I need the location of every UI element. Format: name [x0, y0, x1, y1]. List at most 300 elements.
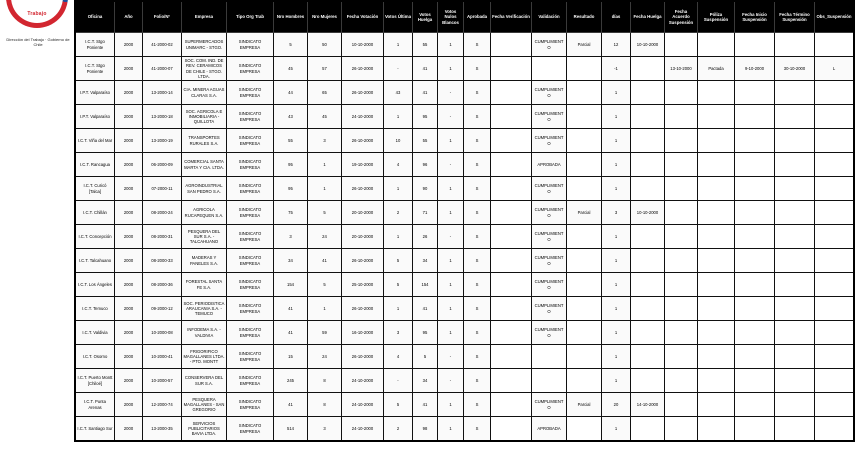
- table-cell[interactable]: [665, 225, 698, 249]
- table-cell[interactable]: -: [438, 81, 464, 105]
- table-cell[interactable]: [735, 369, 775, 393]
- table-cell[interactable]: [631, 105, 665, 129]
- table-cell[interactable]: Pactada: [698, 57, 735, 81]
- table-cell[interactable]: 1: [438, 393, 464, 417]
- table-cell[interactable]: [631, 129, 665, 153]
- table-cell[interactable]: SINDICATO EMPRESA: [227, 417, 274, 442]
- table-cell[interactable]: 41: [274, 321, 308, 345]
- table-cell[interactable]: -: [438, 225, 464, 249]
- table-cell[interactable]: [735, 153, 775, 177]
- header-cell[interactable]: Fecha Inicio Suspensión: [735, 1, 775, 33]
- table-cell[interactable]: [665, 33, 698, 57]
- table-cell[interactable]: [665, 297, 698, 321]
- table-cell[interactable]: Parcial: [567, 33, 602, 57]
- table-cell[interactable]: [567, 369, 602, 393]
- table-cell[interactable]: 13-2000-14: [143, 81, 182, 105]
- table-cell[interactable]: 43: [384, 81, 413, 105]
- table-cell[interactable]: 34: [274, 249, 308, 273]
- table-cell[interactable]: 41: [274, 393, 308, 417]
- table-cell[interactable]: [567, 177, 602, 201]
- table-cell[interactable]: [815, 33, 855, 57]
- table-cell[interactable]: 2000: [115, 369, 143, 393]
- table-cell[interactable]: I.C.T. Los Ángeles: [75, 273, 115, 297]
- table-cell[interactable]: 14-10-2000: [631, 393, 665, 417]
- table-cell[interactable]: [491, 57, 532, 81]
- table-cell[interactable]: [491, 201, 532, 225]
- table-cell[interactable]: CUMPLIMIENTO: [532, 33, 567, 57]
- table-cell[interactable]: [631, 81, 665, 105]
- table-cell[interactable]: 1: [602, 105, 631, 129]
- table-cell[interactable]: 41-2000-07: [143, 57, 182, 81]
- table-cell[interactable]: [698, 33, 735, 57]
- table-cell[interactable]: FORESTAL SANTA FE S.A.: [182, 273, 227, 297]
- table-cell[interactable]: 2000: [115, 153, 143, 177]
- table-cell[interactable]: CUMPLIMIENTO: [532, 225, 567, 249]
- table-cell[interactable]: SINDICATO EMPRESA: [227, 129, 274, 153]
- table-cell[interactable]: 75: [274, 201, 308, 225]
- table-cell[interactable]: MADERAS Y PANELES S.A.: [182, 249, 227, 273]
- table-cell[interactable]: [815, 297, 855, 321]
- table-cell[interactable]: [665, 201, 698, 225]
- table-cell[interactable]: 95: [274, 153, 308, 177]
- table-cell[interactable]: 55: [274, 129, 308, 153]
- table-cell[interactable]: 1: [384, 297, 413, 321]
- table-cell[interactable]: APROBADA: [532, 153, 567, 177]
- table-cell[interactable]: [491, 225, 532, 249]
- table-cell[interactable]: PESQUERA MAGALLANES - SAN GREGORIO: [182, 393, 227, 417]
- table-cell[interactable]: S: [464, 33, 491, 57]
- table-cell[interactable]: SUPERMERCADOS UNIMARC - STGO.: [182, 33, 227, 57]
- table-cell[interactable]: [491, 369, 532, 393]
- table-cell[interactable]: 3: [384, 321, 413, 345]
- table-cell[interactable]: 45: [308, 105, 342, 129]
- table-cell[interactable]: 08-2000-31: [143, 225, 182, 249]
- table-cell[interactable]: [775, 321, 815, 345]
- table-cell[interactable]: 1: [602, 297, 631, 321]
- header-cell[interactable]: Votos Nulos Blancos: [438, 1, 464, 33]
- table-cell[interactable]: 3: [274, 225, 308, 249]
- table-cell[interactable]: I.C.T. Santiago Sur: [75, 417, 115, 442]
- table-cell[interactable]: 13-2000-35: [143, 417, 182, 442]
- table-cell[interactable]: 2: [384, 417, 413, 442]
- table-cell[interactable]: [735, 225, 775, 249]
- table-cell[interactable]: [698, 201, 735, 225]
- table-cell[interactable]: FRIGORIFICO MAGALLANES LTDA. - PTO. MONTT: [182, 345, 227, 369]
- table-cell[interactable]: 26-10-2000: [342, 297, 384, 321]
- table-cell[interactable]: I.C.T. Viña del Mar: [75, 129, 115, 153]
- table-cell[interactable]: 3: [308, 417, 342, 442]
- header-cell[interactable]: Validación: [532, 1, 567, 33]
- table-cell[interactable]: [815, 273, 855, 297]
- table-cell[interactable]: [665, 249, 698, 273]
- table-cell[interactable]: 71: [413, 201, 438, 225]
- table-cell[interactable]: 8: [308, 393, 342, 417]
- table-cell[interactable]: 41: [413, 81, 438, 105]
- table-cell[interactable]: [665, 369, 698, 393]
- table-cell[interactable]: [665, 81, 698, 105]
- table-cell[interactable]: [735, 273, 775, 297]
- table-cell[interactable]: [665, 345, 698, 369]
- table-cell[interactable]: [815, 393, 855, 417]
- table-cell[interactable]: [567, 57, 602, 81]
- table-cell[interactable]: [665, 105, 698, 129]
- header-cell[interactable]: Nro Mujeres: [308, 1, 342, 33]
- table-cell[interactable]: [775, 33, 815, 57]
- table-cell[interactable]: [775, 273, 815, 297]
- table-cell[interactable]: [775, 417, 815, 442]
- table-cell[interactable]: S: [464, 393, 491, 417]
- table-cell[interactable]: [698, 105, 735, 129]
- table-cell[interactable]: [698, 297, 735, 321]
- table-cell[interactable]: 20-10-2000: [342, 201, 384, 225]
- table-cell[interactable]: 2000: [115, 201, 143, 225]
- table-cell[interactable]: 41: [413, 57, 438, 81]
- table-cell[interactable]: CUMPLIMIENTO: [532, 201, 567, 225]
- table-cell[interactable]: S: [464, 153, 491, 177]
- table-cell[interactable]: [735, 321, 775, 345]
- table-cell[interactable]: 65: [308, 81, 342, 105]
- table-cell[interactable]: [631, 369, 665, 393]
- table-cell[interactable]: 06-2000-09: [143, 153, 182, 177]
- table-cell[interactable]: 24: [308, 225, 342, 249]
- table-cell[interactable]: 26-10-2000: [342, 57, 384, 81]
- table-cell[interactable]: 2000: [115, 177, 143, 201]
- header-cell[interactable]: Póliza Suspensión: [698, 1, 735, 33]
- table-cell[interactable]: [665, 129, 698, 153]
- table-cell[interactable]: S: [464, 57, 491, 81]
- table-cell[interactable]: -: [438, 369, 464, 393]
- table-cell[interactable]: SINDICATO EMPRESA: [227, 273, 274, 297]
- table-cell[interactable]: 1: [602, 153, 631, 177]
- table-cell[interactable]: [698, 273, 735, 297]
- table-cell[interactable]: [567, 345, 602, 369]
- table-cell[interactable]: 1: [438, 129, 464, 153]
- table-cell[interactable]: [698, 417, 735, 442]
- table-cell[interactable]: 50: [308, 33, 342, 57]
- table-cell[interactable]: 10-2000-08: [143, 321, 182, 345]
- table-cell[interactable]: [775, 81, 815, 105]
- table-cell[interactable]: 08-2000-24: [143, 201, 182, 225]
- table-cell[interactable]: [491, 297, 532, 321]
- table-cell[interactable]: 10-10-2000: [631, 33, 665, 57]
- table-cell[interactable]: [815, 249, 855, 273]
- table-cell[interactable]: [631, 345, 665, 369]
- table-cell[interactable]: S: [464, 369, 491, 393]
- table-cell[interactable]: [631, 417, 665, 442]
- table-cell[interactable]: 2000: [115, 273, 143, 297]
- table-cell[interactable]: [698, 369, 735, 393]
- table-cell[interactable]: 26: [413, 225, 438, 249]
- table-cell[interactable]: SINDICATO EMPRESA: [227, 57, 274, 81]
- table-cell[interactable]: I.C.T. Concepción: [75, 225, 115, 249]
- table-cell[interactable]: 1: [438, 321, 464, 345]
- table-cell[interactable]: [815, 201, 855, 225]
- table-cell[interactable]: [567, 225, 602, 249]
- table-cell[interactable]: 13-2000-19: [143, 129, 182, 153]
- table-cell[interactable]: SINDICATO EMPRESA: [227, 225, 274, 249]
- table-cell[interactable]: S: [464, 249, 491, 273]
- table-cell[interactable]: [567, 417, 602, 442]
- table-cell[interactable]: [532, 345, 567, 369]
- table-cell[interactable]: 1: [308, 153, 342, 177]
- table-cell[interactable]: Parcial: [567, 201, 602, 225]
- table-cell[interactable]: [775, 393, 815, 417]
- table-cell[interactable]: [775, 153, 815, 177]
- table-cell[interactable]: [491, 273, 532, 297]
- table-cell[interactable]: 26-10-2000: [342, 345, 384, 369]
- table-cell[interactable]: [532, 369, 567, 393]
- table-cell[interactable]: S: [464, 297, 491, 321]
- table-cell[interactable]: CUMPLIMIENTO: [532, 297, 567, 321]
- table-cell[interactable]: I.C.T. Rancagua: [75, 153, 115, 177]
- table-cell[interactable]: [491, 129, 532, 153]
- table-cell[interactable]: [815, 153, 855, 177]
- table-cell[interactable]: 1: [308, 177, 342, 201]
- table-cell[interactable]: S: [464, 225, 491, 249]
- table-cell[interactable]: 98: [413, 417, 438, 442]
- table-cell[interactable]: CUMPLIMIENTO: [532, 273, 567, 297]
- table-cell[interactable]: [665, 417, 698, 442]
- table-cell[interactable]: 30-10-2000: [775, 57, 815, 81]
- table-cell[interactable]: 5: [308, 273, 342, 297]
- table-cell[interactable]: S: [464, 321, 491, 345]
- table-cell[interactable]: 95: [413, 321, 438, 345]
- table-cell[interactable]: 26-10-2000: [342, 249, 384, 273]
- table-cell[interactable]: 16-10-2000: [342, 321, 384, 345]
- table-cell[interactable]: 5: [413, 345, 438, 369]
- table-cell[interactable]: I.C.T. Stgo Poniente: [75, 57, 115, 81]
- header-cell[interactable]: Año: [115, 1, 143, 33]
- table-cell[interactable]: [698, 129, 735, 153]
- table-cell[interactable]: [735, 297, 775, 321]
- table-cell[interactable]: [775, 177, 815, 201]
- table-cell[interactable]: 19-10-2000: [342, 153, 384, 177]
- table-cell[interactable]: SINDICATO EMPRESA: [227, 105, 274, 129]
- table-cell[interactable]: 2000: [115, 105, 143, 129]
- table-cell[interactable]: [631, 153, 665, 177]
- table-cell[interactable]: 1: [602, 369, 631, 393]
- table-cell[interactable]: 5: [308, 201, 342, 225]
- table-cell[interactable]: I.P.T. Valparaíso: [75, 105, 115, 129]
- table-cell[interactable]: CUMPLIMIENTO: [532, 105, 567, 129]
- table-cell[interactable]: 1: [384, 225, 413, 249]
- table-cell[interactable]: [567, 153, 602, 177]
- table-cell[interactable]: [698, 153, 735, 177]
- table-cell[interactable]: 95: [413, 105, 438, 129]
- table-cell[interactable]: [631, 177, 665, 201]
- table-cell[interactable]: [815, 81, 855, 105]
- table-cell[interactable]: S: [464, 177, 491, 201]
- header-cell[interactable]: Fecha Votación: [342, 1, 384, 33]
- table-cell[interactable]: 1: [602, 129, 631, 153]
- table-cell[interactable]: [815, 321, 855, 345]
- table-cell[interactable]: Parcial: [567, 393, 602, 417]
- table-cell[interactable]: [665, 321, 698, 345]
- table-cell[interactable]: [532, 57, 567, 81]
- table-cell[interactable]: 2000: [115, 225, 143, 249]
- table-cell[interactable]: 5: [384, 249, 413, 273]
- table-cell[interactable]: S: [464, 129, 491, 153]
- table-cell[interactable]: [815, 105, 855, 129]
- table-cell[interactable]: [567, 129, 602, 153]
- table-cell[interactable]: [775, 369, 815, 393]
- table-cell[interactable]: I.C.T. Puerto Montt [Chiloé]: [75, 369, 115, 393]
- table-cell[interactable]: 2000: [115, 129, 143, 153]
- table-cell[interactable]: -1: [602, 57, 631, 81]
- header-cell[interactable]: Obs_Suspensión: [815, 1, 855, 33]
- table-cell[interactable]: 15: [274, 345, 308, 369]
- table-cell[interactable]: I.C.T. Chillán: [75, 201, 115, 225]
- table-cell[interactable]: 9-10-2000: [735, 57, 775, 81]
- table-cell[interactable]: [698, 393, 735, 417]
- table-cell[interactable]: [631, 225, 665, 249]
- table-cell[interactable]: COMERCIAL SANTA MARTA Y CIA. LTDA.: [182, 153, 227, 177]
- table-cell[interactable]: 5: [384, 273, 413, 297]
- header-cell[interactable]: Fecha Huelga: [631, 1, 665, 33]
- table-cell[interactable]: [735, 345, 775, 369]
- table-cell[interactable]: 13-10-2000: [665, 57, 698, 81]
- table-cell[interactable]: 24-10-2000: [342, 393, 384, 417]
- table-cell[interactable]: SINDICATO EMPRESA: [227, 153, 274, 177]
- table-cell[interactable]: 2000: [115, 81, 143, 105]
- table-cell[interactable]: 26-10-2000: [342, 177, 384, 201]
- table-cell[interactable]: [735, 105, 775, 129]
- table-cell[interactable]: -: [384, 369, 413, 393]
- table-cell[interactable]: TRANSPORTES RURALES S.A.: [182, 129, 227, 153]
- table-cell[interactable]: [775, 129, 815, 153]
- table-cell[interactable]: 90: [413, 177, 438, 201]
- table-cell[interactable]: S: [464, 81, 491, 105]
- table-cell[interactable]: I.C.T. Osorno: [75, 345, 115, 369]
- table-cell[interactable]: 57: [308, 57, 342, 81]
- header-cell[interactable]: Resultado: [567, 1, 602, 33]
- table-cell[interactable]: [631, 57, 665, 81]
- table-cell[interactable]: 24-10-2000: [342, 105, 384, 129]
- table-cell[interactable]: [665, 273, 698, 297]
- table-cell[interactable]: SOC. PERIODISTICA ARAUCANIA S.A. - TEMUCO: [182, 297, 227, 321]
- header-cell[interactable]: Fecha Acuerdo Suspensión: [665, 1, 698, 33]
- table-cell[interactable]: 12: [602, 33, 631, 57]
- header-cell[interactable]: Fecha Término Suspensión: [775, 1, 815, 33]
- table-cell[interactable]: APROBADA: [532, 417, 567, 442]
- table-cell[interactable]: 2000: [115, 417, 143, 442]
- table-cell[interactable]: [815, 417, 855, 442]
- table-cell[interactable]: CUMPLIMIENTO: [532, 321, 567, 345]
- table-cell[interactable]: 07-2000-11: [143, 177, 182, 201]
- table-cell[interactable]: [815, 129, 855, 153]
- table-cell[interactable]: CUMPLIMIENTO: [532, 393, 567, 417]
- header-cell[interactable]: Nro Hombres: [274, 1, 308, 33]
- header-cell[interactable]: Folio/N°: [143, 1, 182, 33]
- table-cell[interactable]: [567, 249, 602, 273]
- header-cell[interactable]: Votos Última: [384, 1, 413, 33]
- table-cell[interactable]: INFODEMA S.A. - VALDIVIA: [182, 321, 227, 345]
- table-cell[interactable]: -: [438, 105, 464, 129]
- table-cell[interactable]: [775, 297, 815, 321]
- table-cell[interactable]: 08-2000-36: [143, 273, 182, 297]
- table-cell[interactable]: 43: [274, 105, 308, 129]
- table-cell[interactable]: 154: [413, 273, 438, 297]
- table-cell[interactable]: [735, 249, 775, 273]
- header-cell[interactable]: días: [602, 1, 631, 33]
- table-cell[interactable]: SOC. AGRICOLA E INMOBILIARIA - QUILLOTA: [182, 105, 227, 129]
- table-cell[interactable]: 3: [602, 201, 631, 225]
- table-cell[interactable]: 1: [384, 33, 413, 57]
- table-cell[interactable]: [631, 321, 665, 345]
- table-cell[interactable]: I.C.T. Stgo Poniente: [75, 33, 115, 57]
- table-cell[interactable]: [567, 105, 602, 129]
- table-cell[interactable]: [491, 153, 532, 177]
- table-cell[interactable]: 1: [438, 297, 464, 321]
- table-cell[interactable]: SINDICATO EMPRESA: [227, 369, 274, 393]
- table-cell[interactable]: 1: [438, 201, 464, 225]
- table-cell[interactable]: S: [464, 201, 491, 225]
- table-cell[interactable]: [665, 153, 698, 177]
- table-cell[interactable]: SINDICATO EMPRESA: [227, 297, 274, 321]
- table-cell[interactable]: [735, 417, 775, 442]
- table-cell[interactable]: 1: [438, 57, 464, 81]
- table-cell[interactable]: 41-2000-02: [143, 33, 182, 57]
- table-cell[interactable]: 1: [602, 273, 631, 297]
- table-cell[interactable]: [665, 393, 698, 417]
- table-cell[interactable]: 2: [384, 201, 413, 225]
- table-cell[interactable]: I.C.T. Talcahuano: [75, 249, 115, 273]
- table-cell[interactable]: 95: [274, 177, 308, 201]
- table-cell[interactable]: [815, 177, 855, 201]
- table-cell[interactable]: 1: [438, 177, 464, 201]
- table-cell[interactable]: 24-10-2000: [342, 417, 384, 442]
- table-cell[interactable]: [491, 393, 532, 417]
- table-cell[interactable]: 1: [602, 225, 631, 249]
- table-cell[interactable]: CUMPLIMIENTO: [532, 249, 567, 273]
- table-cell[interactable]: 41: [413, 393, 438, 417]
- table-cell[interactable]: CUMPLIMIENTO: [532, 129, 567, 153]
- table-cell[interactable]: SINDICATO EMPRESA: [227, 201, 274, 225]
- header-cell[interactable]: Oficina: [75, 1, 115, 33]
- table-cell[interactable]: -: [438, 153, 464, 177]
- table-cell[interactable]: [567, 81, 602, 105]
- table-cell[interactable]: I.C.T. Temuco: [75, 297, 115, 321]
- table-cell[interactable]: [735, 33, 775, 57]
- table-cell[interactable]: 24: [308, 345, 342, 369]
- table-cell[interactable]: I.P.T. Valparaíso: [75, 81, 115, 105]
- table-cell[interactable]: 1: [602, 345, 631, 369]
- table-cell[interactable]: CONSERVERA DEL SUR S.A.: [182, 369, 227, 393]
- table-cell[interactable]: [698, 225, 735, 249]
- table-cell[interactable]: AGROINDUSTRIAL SAN PEDRO S.A.: [182, 177, 227, 201]
- table-cell[interactable]: 2000: [115, 33, 143, 57]
- table-cell[interactable]: 13-2000-18: [143, 105, 182, 129]
- table-cell[interactable]: 1: [602, 249, 631, 273]
- table-cell[interactable]: 12-2000-74: [143, 393, 182, 417]
- table-cell[interactable]: [698, 81, 735, 105]
- table-cell[interactable]: 1: [438, 273, 464, 297]
- table-cell[interactable]: [631, 297, 665, 321]
- table-cell[interactable]: [698, 321, 735, 345]
- table-cell[interactable]: 10-10-2000: [631, 201, 665, 225]
- table-cell[interactable]: 2000: [115, 297, 143, 321]
- table-cell[interactable]: 59: [308, 321, 342, 345]
- table-cell[interactable]: 2000: [115, 321, 143, 345]
- table-cell[interactable]: CUMPLIMIENTO: [532, 81, 567, 105]
- table-cell[interactable]: 10-10-2000: [342, 33, 384, 57]
- table-cell[interactable]: 1: [602, 177, 631, 201]
- table-cell[interactable]: [775, 249, 815, 273]
- table-cell[interactable]: [491, 321, 532, 345]
- table-cell[interactable]: SINDICATO EMPRESA: [227, 393, 274, 417]
- table-cell[interactable]: 26-10-2000: [342, 81, 384, 105]
- table-cell[interactable]: [491, 417, 532, 442]
